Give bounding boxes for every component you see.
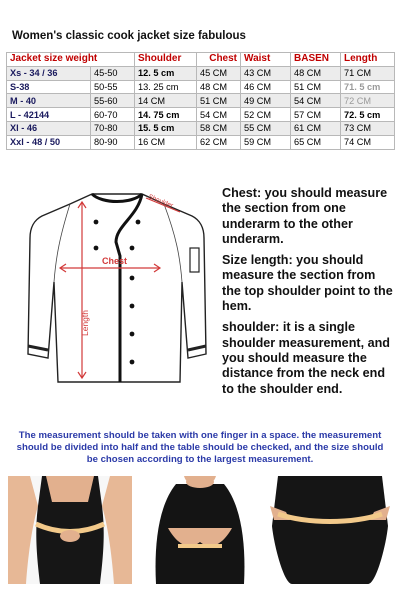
size-table xyxy=(6,52,395,150)
size-cell: Xxl - 48 / 50 xyxy=(7,135,91,149)
weight-cell: 80-90 xyxy=(91,135,135,149)
size-cell: Xl - 46 xyxy=(7,121,91,135)
basen-cell: 65 CM xyxy=(291,135,341,149)
length-label: Length xyxy=(80,310,90,336)
header-waist: Waist xyxy=(241,53,291,67)
table-row xyxy=(7,66,395,80)
chest-cell: 48 CM xyxy=(197,80,241,94)
length-cell: 72 CM xyxy=(341,94,395,108)
weight-cell: 55-60 xyxy=(91,94,135,108)
length-cell: 71 CM xyxy=(341,66,395,80)
chest-explanation: Chest: you should measure the section from one underarm to the other underarm. xyxy=(222,186,388,246)
photo-bust xyxy=(138,476,262,584)
header-chest: Chest xyxy=(197,53,241,67)
weight-cell: 45-50 xyxy=(91,66,135,80)
table-row xyxy=(7,121,395,135)
table-row xyxy=(7,135,395,149)
shoulder-cell: 14 CM xyxy=(135,94,197,108)
length-cell: 73 CM xyxy=(341,121,395,135)
chest-cell: 58 CM xyxy=(197,121,241,135)
header-basen: BASEN xyxy=(291,53,341,67)
length-explanation: Size length: you should measure the section from the top shoulder point to the hem. xyxy=(222,253,393,314)
page-title: Women's classic cook jacket size fabulous xyxy=(12,30,246,42)
length-cell: 74 CM xyxy=(341,135,395,149)
shoulder-cell: 16 CM xyxy=(135,135,197,149)
chest-cell: 45 CM xyxy=(197,66,241,80)
measurement-photos xyxy=(8,476,392,584)
shoulder-cell: 14. 75 cm xyxy=(135,108,197,122)
photo-waist xyxy=(8,476,132,584)
waist-cell: 49 CM xyxy=(241,94,291,108)
weight-cell: 70-80 xyxy=(91,121,135,135)
waist-cell: 55 CM xyxy=(241,121,291,135)
shoulder-explanation: shoulder: it is a single shoulder measurement, and you should measure the distance from the neck end to the shoulder end. xyxy=(222,320,390,396)
jacket-outline xyxy=(28,194,206,382)
waist-cell: 52 CM xyxy=(241,108,291,122)
length-cell: 71. 5 cm xyxy=(341,80,395,94)
shoulder-cell: 13. 25 cm xyxy=(135,80,197,94)
waist-cell: 46 CM xyxy=(241,80,291,94)
sleeve-pocket xyxy=(190,248,199,272)
shoulder-label: Shoulder xyxy=(147,193,175,210)
header-length: Length xyxy=(341,53,395,67)
photo-hips xyxy=(268,476,392,584)
table-row xyxy=(7,108,395,122)
chest-label: Chest xyxy=(102,256,128,266)
chest-cell: 51 CM xyxy=(197,94,241,108)
size-cell: L - 42144 xyxy=(7,108,91,122)
jacket-diagram xyxy=(20,186,210,386)
chest-cell: 54 CM xyxy=(197,108,241,122)
weight-cell: 60-70 xyxy=(91,108,135,122)
weight-cell: 50-55 xyxy=(91,80,135,94)
shoulder-cell: 12. 5 cm xyxy=(135,66,197,80)
table-header-row xyxy=(7,53,395,67)
measurement-explanations xyxy=(222,186,394,403)
basen-cell: 51 CM xyxy=(291,80,341,94)
basen-cell: 54 CM xyxy=(291,94,341,108)
basen-cell: 61 CM xyxy=(291,121,341,135)
size-cell: S-38 xyxy=(7,80,91,94)
shoulder-cell: 15. 5 cm xyxy=(135,121,197,135)
measurement-note: The measurement should be taken with one finger in a space. the measurement should be divided into half and the table should be checked, and the size should be chosen according to the largest measurement. xyxy=(16,430,384,465)
header-size-weight: Jacket size weight xyxy=(7,53,135,67)
table-row xyxy=(7,80,395,94)
basen-cell: 57 CM xyxy=(291,108,341,122)
header-shoulder: Shoulder xyxy=(135,53,197,67)
chest-cell: 62 CM xyxy=(197,135,241,149)
waist-cell: 43 CM xyxy=(241,66,291,80)
waist-cell: 59 CM xyxy=(241,135,291,149)
table-row xyxy=(7,94,395,108)
length-cell: 72. 5 cm xyxy=(341,108,395,122)
size-cell: Xs - 34 / 36 xyxy=(7,66,91,80)
basen-cell: 48 CM xyxy=(291,66,341,80)
size-cell: M - 40 xyxy=(7,94,91,108)
